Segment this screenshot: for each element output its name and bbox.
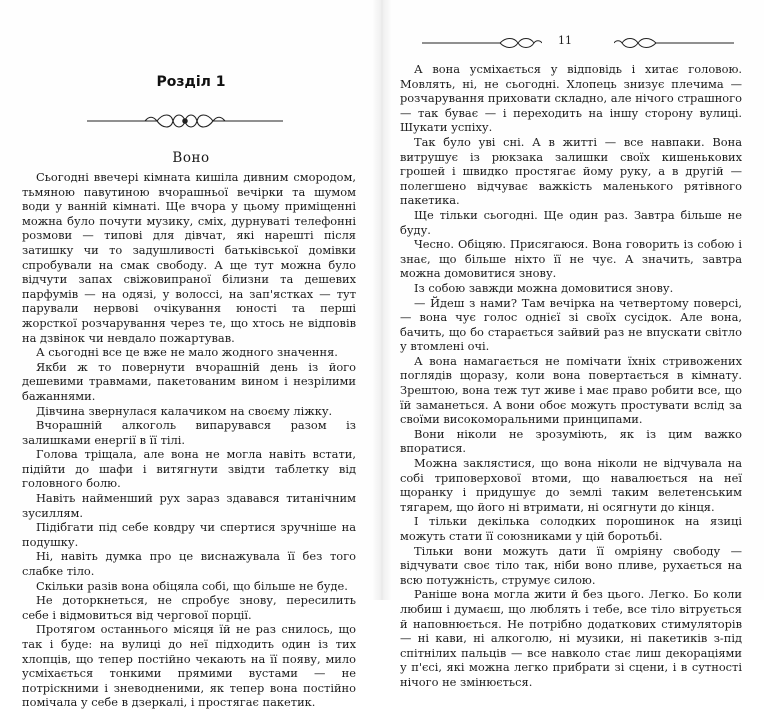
paragraph: Вчорашній алкоголь випарувався разом із залишками енергії в її тілі. (22, 418, 356, 447)
paragraph: Скільки разів вона обіцяла собі, що більше не буде. (36, 578, 348, 593)
paragraph: Ні, навіть думка про це виснажувала її без того слабке тіло. (22, 549, 356, 579)
section-title: Воно (172, 150, 210, 166)
paragraph: Так було уві сні. А в житті — все навпаки. Вона витрушує із рюкзака залишки своїх кишенькових грошей і швидко простягає йому руку, а в другій — полегшено відчуває важкість маленького рятівного пакетика. (400, 134, 742, 208)
header-ornament-left (422, 36, 542, 50)
paragraph: Голова тріщала, але вона не могла навіть встати, підійти до шафи і витягнути звідти таблетку від головного болю. (22, 447, 356, 491)
paragraph: Раніше вона могла жити й без цього. Легко. Бо коли любиш і думаєш, що люблять і тебе, все тіло вітрується й наповнюється. Не потрібно додаткових стимуляторів — ні кави, ні алкоголю, ні музики, ні пакетиків з-під спітнілих пальців — все навколо стає лиш декораціями у п'єсі, які можна легко прибрати зі сцени, і в сутності нічого не змінюється. (400, 587, 742, 689)
right-text-column (400, 62, 742, 690)
paragraph: — Йдеш з нами? Там вечірка на четвертому поверсі, — вона чує голос однієї зі своїх сусідок. Але вона, бачить, що бо старається зайвий раз не впускати світло у втомлені очі. (400, 295, 742, 354)
chapter-heading: Розділ 1 (156, 74, 226, 90)
running-head (382, 30, 764, 48)
header-ornament-right (614, 36, 734, 50)
paragraph: Якби ж то повернути вчорашній день із його дешевими травмами, пакетованим вином і незрілими бажаннями. (22, 359, 356, 403)
paragraph: Тільки вони можуть дати її омріяну свободу — відчувати своє тіло так, ніби воно пливе, рухається на всю потужність, струмує силою. (400, 543, 742, 587)
paragraph: А вона намагається не помічати їхніх стривожених поглядів щоразу, коли вона повертається в кімнату. Зрештою, вона теж тут живе і має право робити все, що їй заманеться. А вони обоє можуть простувати вслід за своїми високоморальними принципами. (400, 353, 742, 427)
right-page (382, 0, 764, 689)
paragraph: Протягом останнього місяця їй не раз снилось, що так і буде: на вулиці до неї підходить один із тих хлопців, що тепер постійно чекають на її появу, мило усміхається тонкими прямими вустами — не потріскними і зневодненими, як тепер вона постійно помічала у себе в дзеркалі, і простягає пакетик. (22, 622, 356, 710)
paragraph: Навіть найменший рух зараз здавався титанічним зусиллям. (22, 491, 356, 520)
paragraph: Вони ніколи не зрозуміють, як із цим важко впоратися. (400, 426, 742, 456)
paragraph: Сьогодні ввечері кімната кишіла дивним смородом, тьмяною павутиною вчорашньої вечірки та шумом води у ванній кімнаті. Ще вчора у цьому приміщенні можна було почути музику, сміх, дурнуваті телефонні розмови — типові для дівчат, які нарешті після затишку чи то задушливості батьківської домівки спробували на смак свободу. А ще тут можна було відчути запах свіжовипраної білизни та дешевих парфумів — на одязі, у волоссі, на зап'ястках — тут парували нервові очікування юності та перші жорсткої розчарування через те, що хтось не відповів на дзвінок чи невдало пожартував. (22, 170, 356, 345)
paragraph: А вона усміхається у відповідь і хитає головою. Мовлять, ні, не сьогодні. Хлопець знизує плечима — розчарування приховати складно, але нічого страшного — так буває — і переходить на іншу сторону вулиці. Шукати успіху. (400, 62, 742, 135)
paragraph: Не доторкнеться, не спробує знову, пересилить себе і відмовиться від чергової порції. (22, 593, 356, 622)
paragraph: Ще тільки сьогодні. Ще один раз. Завтра більше не буду. (400, 207, 742, 237)
page-number: 11 (558, 34, 572, 47)
paragraph: Підібгати під себе ковдру чи спертися зручніше на подушку. (22, 520, 356, 549)
paragraph: І тільки декілька солодких порошинок на язиці можуть стати її союзниками у цій боротьбі. (400, 514, 742, 543)
paragraph: А сьогодні все це вже не мало жодного значення. (36, 345, 338, 360)
left-text-column (22, 170, 356, 710)
paragraph: Дівчина звернулася калачиком на своєму ліжку. (36, 403, 333, 418)
paragraph: Можна заклястися, що вона ніколи не відчувала на собі триповерхової втоми, що навалюється на неї щоранку і придушує до землі таким велетенським тягарем, що його ні втримати, ні осягнути до кінця. (400, 456, 742, 514)
paragraph: Чесно. Обіцяю. Присягаюся. Вона говорить із собою і знає, що більше ніхто її не чує. А значить, завтра можна домовитися знову. (400, 237, 742, 281)
chapter-ornament (85, 108, 285, 134)
paragraph: Із собою завжди можна домовитися знову. (414, 280, 674, 295)
